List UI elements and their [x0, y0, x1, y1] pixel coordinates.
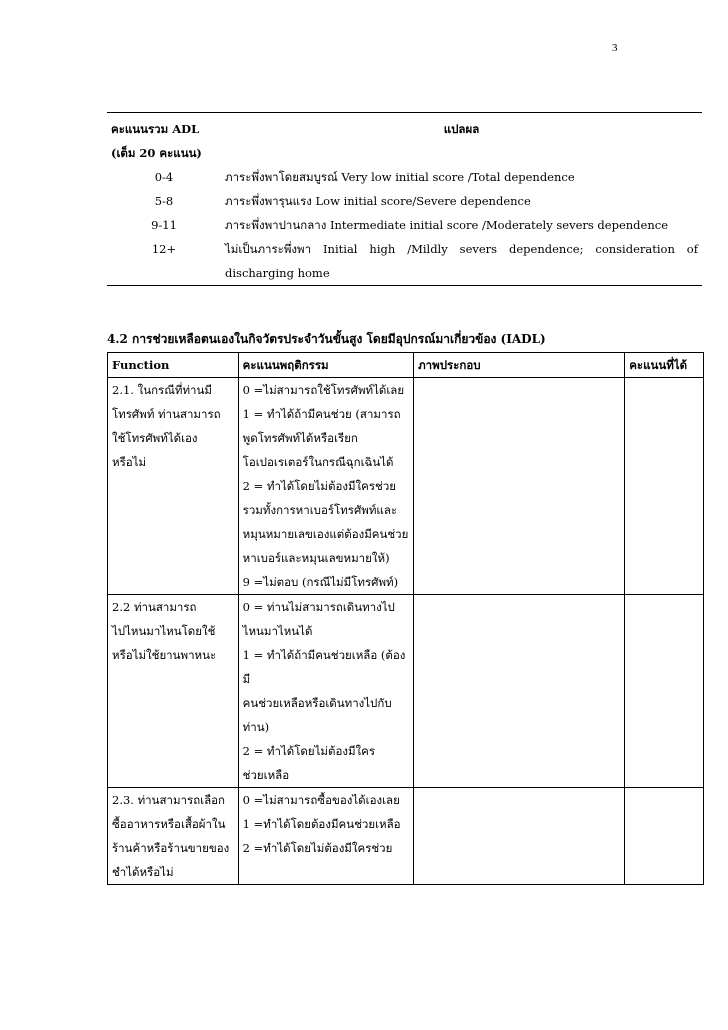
iadl-row — [108, 378, 704, 595]
adl-score-table — [107, 112, 702, 286]
adl-header-row — [107, 113, 702, 166]
section-heading: 4.2 การช่วยเหลือตนเองในกิจวัตรประจำวันขั้นสูง โดยมีอุปกรณ์มาเกี่ยวข้อง (IADL) — [107, 332, 546, 346]
adl-row — [107, 213, 702, 237]
iadl-row — [108, 595, 704, 788]
points-header: คะแนนที่ได้ — [625, 353, 704, 378]
adl-interpretation-header: แปลผล — [221, 113, 702, 166]
iadl-header-row — [108, 353, 704, 378]
function-header: Function — [108, 353, 239, 378]
function-cell: 2.2 ท่านสามารถ ไปไหนมาไหนโดยใช้ หรือไม่ใช้ยานพาหนะ — [108, 595, 239, 788]
adl-range: 5-8 — [154, 194, 174, 208]
illustration-cell — [414, 595, 625, 788]
adl-row — [107, 165, 702, 189]
function-cell: 2.1. ในกรณีที่ท่านมี โทรศัพท์ ท่านสามารถ ใช้โทรศัพท์ได้เอง หรือไม่ — [108, 378, 239, 595]
adl-interpretation: ภาระพึ่งพาโดยสมบูรณ์ Very low initial score /Total dependence — [225, 170, 575, 184]
adl-interpretation: ภาระพึ่งพาปานกลาง Intermediate initial score /Moderately severs dependence — [225, 218, 668, 232]
page-number: 3 — [612, 42, 618, 54]
illustration-cell — [414, 378, 625, 595]
adl-row — [107, 189, 702, 213]
illustration-header: ภาพประกอบ — [414, 353, 625, 378]
points-cell[interactable] — [625, 595, 704, 788]
adl-score-header: คะแนนรวม ADL (เต็ม 20 คะแนน) — [107, 113, 221, 166]
score-cell: 0 =ไม่สามารถซื้อของได้เองเลย 1 =ทำได้โดยต้องมีคนช่วยเหลือ 2 =ทำได้โดยไม่ต้องมีใครช่วย — [238, 788, 413, 885]
adl-range: 0-4 — [154, 170, 174, 184]
iadl-table — [107, 352, 704, 885]
function-cell: 2.3. ท่านสามารถเลือก ซื้ออาหารหรือเสื้อผ้าใน ร้านค้าหรือร้านขายของ ชำได้หรือไม่ — [108, 788, 239, 885]
adl-row — [107, 237, 702, 286]
score-cell: 0 = ท่านไม่สามารถเดินทางไป ไหนมาไหนได้ 1 = ทำได้ถ้ามีคนช่วยเหลือ (ต้องมี คนช่วยเหลือหรือเดินทางไปกับ ท่าน) 2 = ทำได้โดยไม่ต้องมีใคร ช่วยเหลือ — [238, 595, 413, 788]
adl-range: 12+ — [107, 237, 221, 286]
iadl-row — [108, 788, 704, 885]
adl-interpretation: ภาระพึ่งพารุนแรง Low initial score/Severe dependence — [225, 194, 531, 208]
score-cell: 0 =ไม่สามารถใช้โทรศัพท์ได้เลย 1 = ทำได้ถ้ามีคนช่วย (สามารถ พูดโทรศัพท์ได้หรือเรียก โอเปอเรเตอร์ในกรณีฉุกเฉินได้ 2 = ทำได้โดยไม่ต้องมีใครช่วย รวมทั้งการหาเบอร์โทรศัพท์และ หมุนหมายเลขเองแต่ต้องมีคนช่วย หาเบอร์และหมุนเลขหมายให้) 9 =ไม่ตอบ (กรณีไม่มีโทรศัพท์) — [238, 378, 413, 595]
points-cell[interactable] — [625, 788, 704, 885]
points-cell[interactable] — [625, 378, 704, 595]
score-header: คะแนนพฤติกรรม — [238, 353, 413, 378]
adl-range: 9-11 — [151, 218, 177, 232]
adl-interpretation: ไม่เป็นภาระพึ่งพา Initial high /Mildly severs dependence; consideration of discharging home — [221, 237, 702, 286]
illustration-cell — [414, 788, 625, 885]
